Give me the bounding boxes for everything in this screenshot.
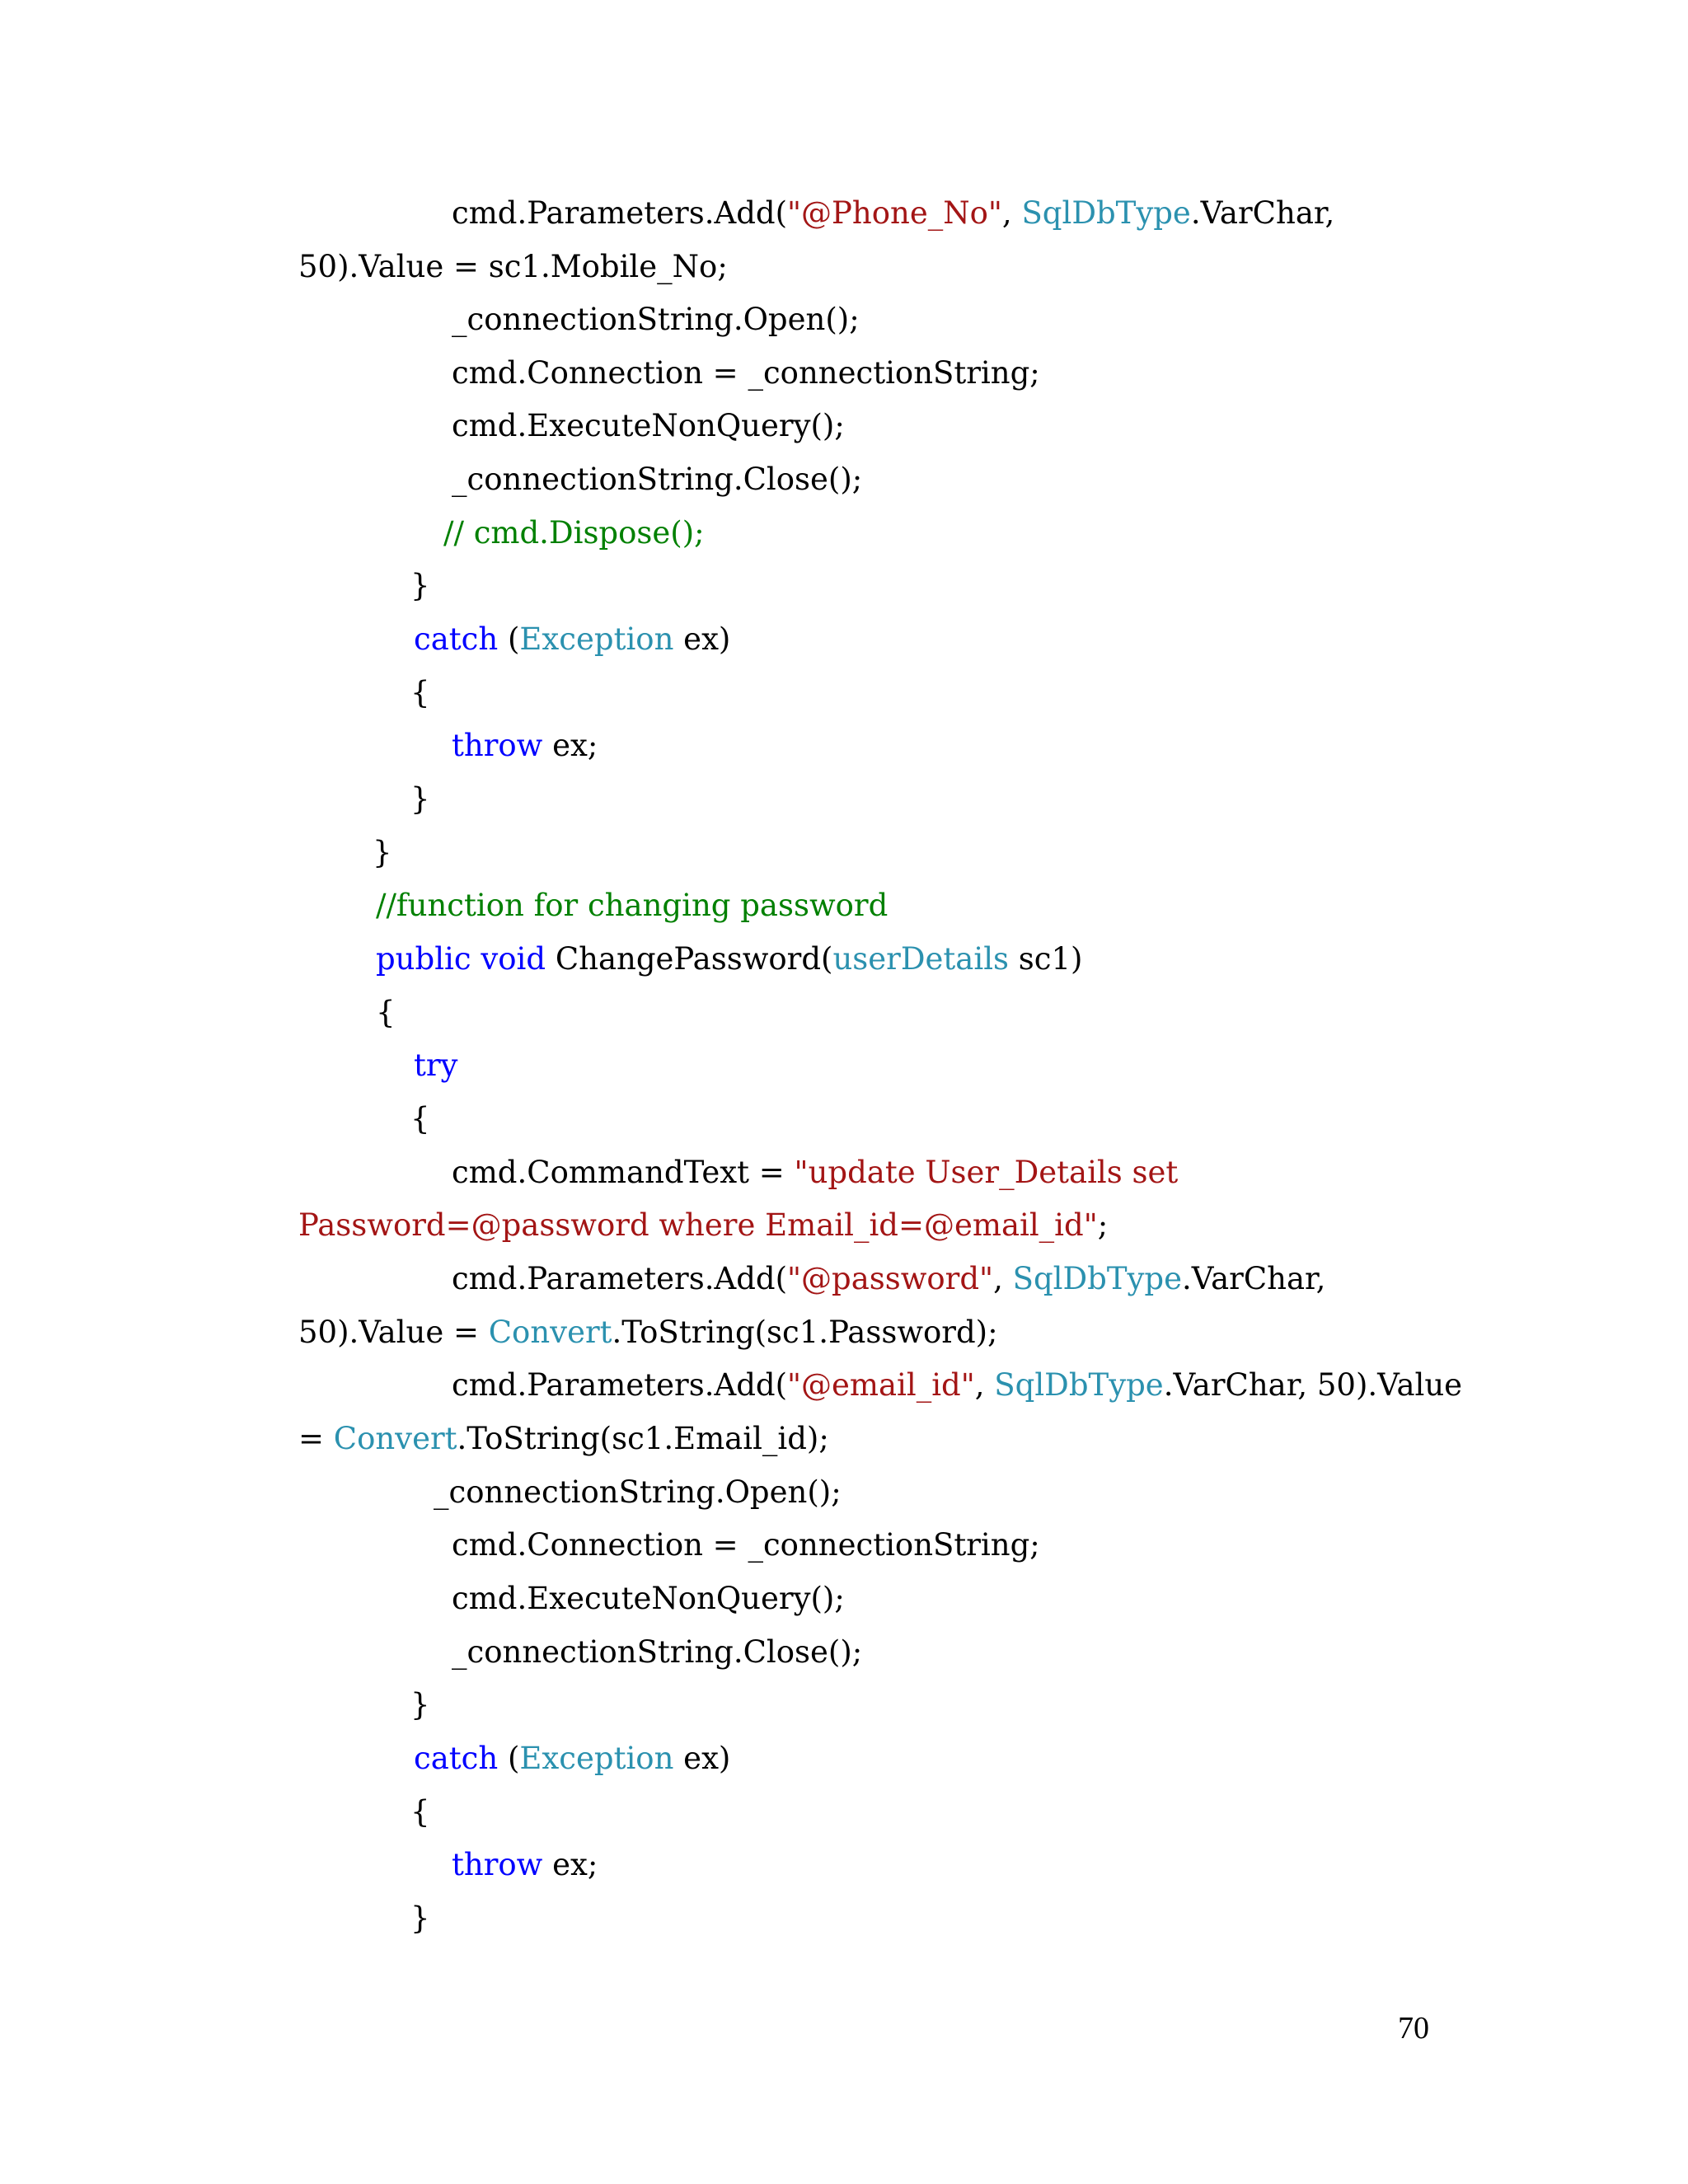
- code-token-kw: throw: [452, 728, 543, 763]
- code-token-default: cmd.Parameters.Add(: [452, 1261, 787, 1296]
- code-token-type: SqlDbType: [1012, 1261, 1182, 1296]
- code-line: [452, 1365, 1462, 1406]
- code-line: [452, 1844, 598, 1886]
- code-token-str: "@email_id": [787, 1367, 975, 1403]
- code-line: [452, 725, 598, 766]
- code-token-default: cmd.ExecuteNonQuery();: [452, 1581, 845, 1616]
- code-line: [410, 673, 430, 714]
- code-token-str: "update User_Details set: [794, 1155, 1179, 1190]
- code-token-type: userDetails: [832, 941, 1010, 977]
- code-line: [443, 513, 705, 554]
- code-token-cmt: //function for changing password: [376, 888, 889, 923]
- code-line: [410, 1792, 430, 1833]
- page-number: 70: [1398, 2011, 1429, 2046]
- code-token-default: .VarChar, 50).Value: [1163, 1367, 1463, 1403]
- code-token-default: ;: [1097, 1207, 1109, 1243]
- code-token-kw: try: [414, 1047, 458, 1083]
- code-token-default: 50).Value =: [298, 1315, 489, 1350]
- code-token-default: ex;: [542, 728, 598, 763]
- code-token-type: Exception: [519, 1741, 674, 1776]
- code-token-str: "@password": [787, 1261, 994, 1296]
- code-token-kw: catch: [414, 1741, 499, 1776]
- code-token-default: cmd.Connection = _connectionString;: [452, 1527, 1040, 1563]
- code-token-default: _connectionString.Open();: [452, 302, 860, 337]
- code-token-default: cmd.ExecuteNonQuery();: [452, 408, 845, 443]
- code-token-default: {: [410, 1101, 430, 1137]
- code-line: [410, 1898, 430, 1939]
- code-line: [414, 619, 730, 660]
- code-token-default: cmd.Connection = _connectionString;: [452, 355, 1040, 391]
- code-line: [376, 992, 396, 1033]
- code-token-default: }: [410, 781, 430, 817]
- code-token-default: (: [498, 1741, 520, 1776]
- code-token-default: [471, 941, 481, 977]
- code-token-default: ,: [1001, 195, 1022, 231]
- code-token-kw: throw: [452, 1847, 543, 1882]
- code-token-default: _connectionString.Open();: [434, 1474, 842, 1510]
- code-token-default: .ToString(sc1.Email_id);: [457, 1421, 829, 1456]
- code-line: [298, 1205, 1108, 1246]
- code-token-kw: void: [481, 941, 546, 977]
- code-token-default: }: [410, 1900, 430, 1936]
- code-line: [434, 1472, 842, 1513]
- code-line: [298, 1312, 998, 1353]
- code-token-default: _connectionString.Close();: [452, 462, 863, 497]
- code-token-default: ex;: [542, 1847, 598, 1882]
- code-line: [373, 832, 392, 874]
- code-token-default: {: [376, 995, 396, 1030]
- code-token-type: SqlDbType: [1021, 195, 1191, 231]
- code-line: [410, 779, 430, 820]
- code-token-default: .VarChar,: [1182, 1261, 1326, 1296]
- code-token-default: ex): [673, 1741, 731, 1776]
- code-token-cmt: // cmd.Dispose();: [443, 515, 705, 551]
- code-token-type: Convert: [488, 1315, 612, 1350]
- code-line: [452, 1152, 1178, 1193]
- code-token-kw: catch: [414, 621, 499, 657]
- code-token-default: ,: [974, 1367, 995, 1403]
- code-token-default: ex): [673, 621, 731, 657]
- code-line: [452, 193, 1334, 234]
- code-token-default: sc1): [1009, 941, 1083, 977]
- code-line: [452, 299, 860, 340]
- code-token-default: 50).Value = sc1.Mobile_No;: [298, 249, 728, 284]
- code-token-kw: public: [376, 941, 471, 977]
- code-line: [410, 1685, 430, 1726]
- code-line: [414, 1738, 730, 1779]
- code-line: [414, 1045, 457, 1086]
- code-token-type: Exception: [519, 621, 674, 657]
- code-token-default: _connectionString.Close();: [452, 1634, 863, 1670]
- code-line: [410, 1099, 430, 1140]
- code-line: [452, 405, 845, 447]
- code-token-default: {: [410, 675, 430, 710]
- code-line: [298, 246, 728, 288]
- code-line: [452, 459, 862, 500]
- code-token-type: SqlDbType: [994, 1367, 1164, 1403]
- code-token-default: cmd.CommandText =: [452, 1155, 795, 1190]
- code-token-default: }: [410, 1687, 430, 1722]
- code-token-default: }: [373, 835, 392, 870]
- code-token-default: {: [410, 1794, 430, 1830]
- code-line: [452, 1258, 1325, 1300]
- code-token-type: Convert: [333, 1421, 457, 1456]
- code-line: [410, 565, 430, 607]
- code-token-default: ChangePassword(: [546, 941, 833, 977]
- code-token-default: (: [498, 621, 520, 657]
- code-line: [452, 353, 1040, 394]
- code-token-default: .VarChar,: [1190, 195, 1335, 231]
- code-line: [298, 1418, 829, 1460]
- code-line: [376, 885, 888, 926]
- code-token-default: cmd.Parameters.Add(: [452, 1367, 787, 1403]
- code-token-default: }: [410, 568, 430, 603]
- code-line: [452, 1525, 1040, 1566]
- code-token-default: ,: [993, 1261, 1013, 1296]
- code-token-default: =: [298, 1421, 334, 1456]
- code-line: [452, 1578, 845, 1619]
- code-token-str: Password=@password where Email_id=@email_id": [298, 1207, 1098, 1243]
- code-token-str: "@Phone_No": [787, 195, 1002, 231]
- code-line: [376, 939, 1082, 980]
- code-line: [452, 1632, 862, 1673]
- code-token-default: .ToString(sc1.Password);: [612, 1315, 998, 1350]
- code-token-default: cmd.Parameters.Add(: [452, 195, 787, 231]
